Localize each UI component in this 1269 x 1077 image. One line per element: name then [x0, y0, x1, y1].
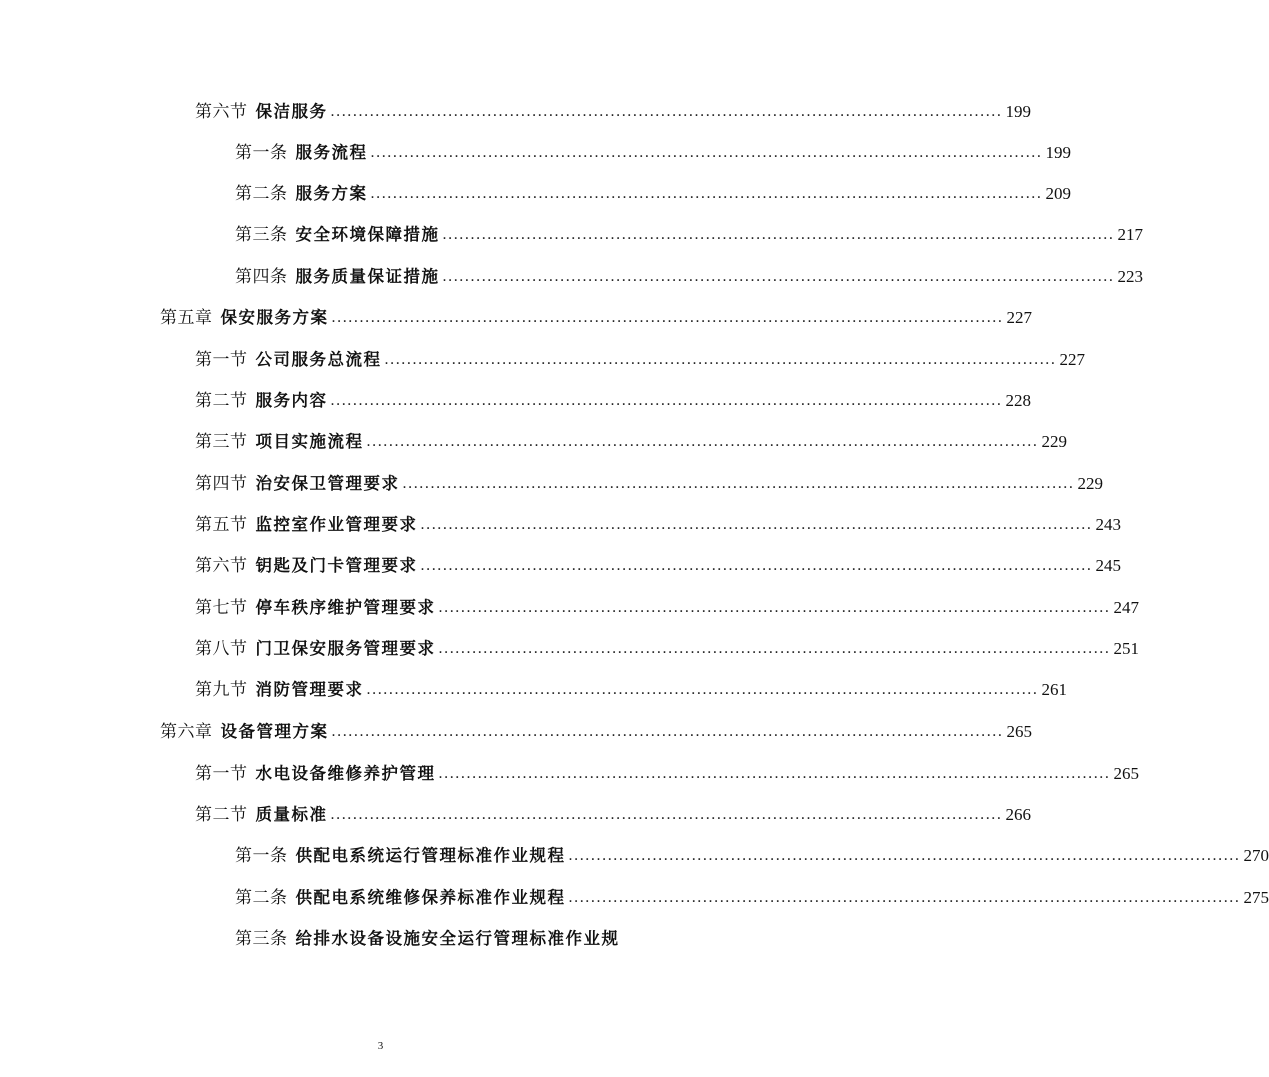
- toc-dot-leader: ........................................................................................................................: [442, 226, 1115, 243]
- toc-entry-page: 229: [1041, 432, 1067, 451]
- toc-entry-page: 275: [1243, 888, 1269, 907]
- toc-entry-title: 服务内容: [255, 391, 328, 410]
- toc-entry-number: 第一节: [195, 350, 248, 369]
- page-number: 3: [377, 1040, 384, 1052]
- toc-entry-number: 第六章: [160, 722, 213, 741]
- toc-entry-number: 第一节: [195, 764, 248, 783]
- toc-entry-title: 供配电系统维修保养标准作业规程: [295, 888, 566, 907]
- toc-entry-title: 服务方案: [295, 184, 368, 203]
- toc-dot-leader: ........................................................................................................................: [330, 103, 1003, 120]
- toc-entry-number: 第三条: [235, 225, 288, 244]
- toc-entry[interactable]: [235, 134, 1071, 164]
- toc-entry-title: 门卫保安服务管理要求: [255, 639, 436, 658]
- toc-entry[interactable]: [160, 299, 1032, 329]
- toc-entry[interactable]: [235, 920, 640, 950]
- toc-entry[interactable]: [195, 382, 1031, 412]
- toc-entry-page: 229: [1077, 474, 1103, 493]
- toc-entry[interactable]: [195, 341, 1085, 371]
- toc-entry-number: 第四条: [235, 267, 288, 286]
- toc-entry-number: 第二节: [195, 805, 248, 824]
- toc-entry[interactable]: [195, 671, 1067, 701]
- toc-entry-page: 245: [1095, 556, 1121, 575]
- toc-entry[interactable]: [195, 755, 1139, 785]
- toc-dot-leader: ........................................................................................................................: [438, 599, 1111, 616]
- toc-dot-leader: ........................................................................................................................: [331, 723, 1004, 740]
- toc-entry-title: 保洁服务: [255, 102, 328, 121]
- toc-entry[interactable]: [195, 589, 1139, 619]
- toc-dot-leader: ........................................................................................................................: [568, 889, 1241, 906]
- toc-entry-page: 228: [1005, 391, 1031, 410]
- toc-entry-title: 监控室作业管理要求: [255, 515, 418, 534]
- toc-entry-page: 266: [1005, 805, 1031, 824]
- toc-entry-title: 项目实施流程: [255, 432, 364, 451]
- toc-entry-page: 265: [1113, 764, 1139, 783]
- toc-entry-title: 消防管理要求: [255, 680, 364, 699]
- toc-entry-title: 设备管理方案: [220, 722, 329, 741]
- toc-entry[interactable]: [195, 547, 1121, 577]
- toc-entry-page: 227: [1059, 350, 1085, 369]
- toc-dot-leader: ........................................................................................................................: [384, 351, 1057, 368]
- toc-entry-title: 保安服务方案: [220, 308, 329, 327]
- toc-entry-number: 第二条: [235, 184, 288, 203]
- toc-entry-page: 265: [1006, 722, 1032, 741]
- toc-entry-title: 供配电系统运行管理标准作业规程: [295, 846, 566, 865]
- toc-entry-number: 第五节: [195, 515, 248, 534]
- toc-entry[interactable]: [195, 93, 1031, 123]
- toc-entry-page: 223: [1117, 267, 1143, 286]
- toc-entry-number: 第九节: [195, 680, 248, 699]
- toc-dot-leader: ........................................................................................................................: [568, 847, 1241, 864]
- toc-entry-title: 公司服务总流程: [255, 350, 382, 369]
- toc-entry-number: 第六节: [195, 556, 248, 575]
- toc-entry[interactable]: [235, 258, 1143, 288]
- toc-dot-leader: ........................................................................................................................: [331, 309, 1004, 326]
- toc-entry-number: 第六节: [195, 102, 248, 121]
- toc-dot-leader: ........................................................................................................................: [330, 392, 1003, 409]
- toc-entry[interactable]: [235, 175, 1071, 205]
- toc-entry-number: 第八节: [195, 639, 248, 658]
- toc-dot-leader: ........................................................................................................................: [420, 557, 1093, 574]
- toc-entry-page: 199: [1005, 102, 1031, 121]
- toc-entry-title: 治安保卫管理要求: [255, 474, 400, 493]
- toc-entry-title: 钥匙及门卡管理要求: [255, 556, 418, 575]
- toc-entry[interactable]: [195, 506, 1121, 536]
- toc-entry-page: 251: [1113, 639, 1139, 658]
- toc-dot-leader: ........................................................................................................................: [438, 640, 1111, 657]
- toc-dot-leader: ........................................................................................................................: [366, 681, 1039, 698]
- toc-entry-page: 247: [1113, 598, 1139, 617]
- toc-dot-leader: ........................................................................................................................: [420, 516, 1093, 533]
- toc-entry[interactable]: [235, 879, 1269, 909]
- toc-dot-leader: ........................................................................................................................: [370, 185, 1043, 202]
- toc-dot-leader: ........................................................................................................................: [442, 268, 1115, 285]
- toc-entry-page: 270: [1243, 846, 1269, 865]
- toc-entry[interactable]: [195, 423, 1067, 453]
- toc-dot-leader: ........................................................................................................................: [370, 144, 1043, 161]
- toc-entry-number: 第四节: [195, 474, 248, 493]
- toc-entry[interactable]: [195, 796, 1031, 826]
- toc-entry-number: 第五章: [160, 308, 213, 327]
- toc-entry-number: 第一条: [235, 846, 288, 865]
- toc-dot-leader: ........................................................................................................................: [402, 475, 1075, 492]
- toc-entry-number: 第七节: [195, 598, 248, 617]
- toc-entry-number: 第三条: [235, 929, 288, 948]
- toc-entry-title: 给排水设备设施安全运行管理标准作业规: [295, 929, 620, 948]
- toc-dot-leader: ........................................................................................................................: [438, 765, 1111, 782]
- toc-entry-page: 227: [1006, 308, 1032, 327]
- toc-entry[interactable]: [235, 216, 1143, 246]
- toc-entry-title: 水电设备维修养护管理: [255, 764, 436, 783]
- toc-entry-number: 第二节: [195, 391, 248, 410]
- toc-entry-number: 第三节: [195, 432, 248, 451]
- toc-entry-page: 261: [1041, 680, 1067, 699]
- toc-entry-title: 服务质量保证措施: [295, 267, 440, 286]
- toc-entry[interactable]: [195, 630, 1139, 660]
- toc-entry-title: 停车秩序维护管理要求: [255, 598, 436, 617]
- toc-dot-leader: ........................................................................................................................: [330, 806, 1003, 823]
- toc-entry-page: 243: [1095, 515, 1121, 534]
- toc-entry-number: 第二条: [235, 888, 288, 907]
- toc-entry-page: 217: [1117, 225, 1143, 244]
- toc-entry-title: 安全环境保障措施: [295, 225, 440, 244]
- toc-dot-leader: ........................................................................................................................: [366, 433, 1039, 450]
- toc-entry-title: 质量标准: [255, 805, 328, 824]
- toc-entry-page: 209: [1045, 184, 1071, 203]
- toc-entry[interactable]: [235, 837, 1269, 867]
- toc-entry-page: 199: [1045, 143, 1071, 162]
- toc-entry[interactable]: [195, 465, 1103, 495]
- toc-entry-title: 服务流程: [295, 143, 368, 162]
- toc-entry[interactable]: [160, 713, 1032, 743]
- toc-entry-number: 第一条: [235, 143, 288, 162]
